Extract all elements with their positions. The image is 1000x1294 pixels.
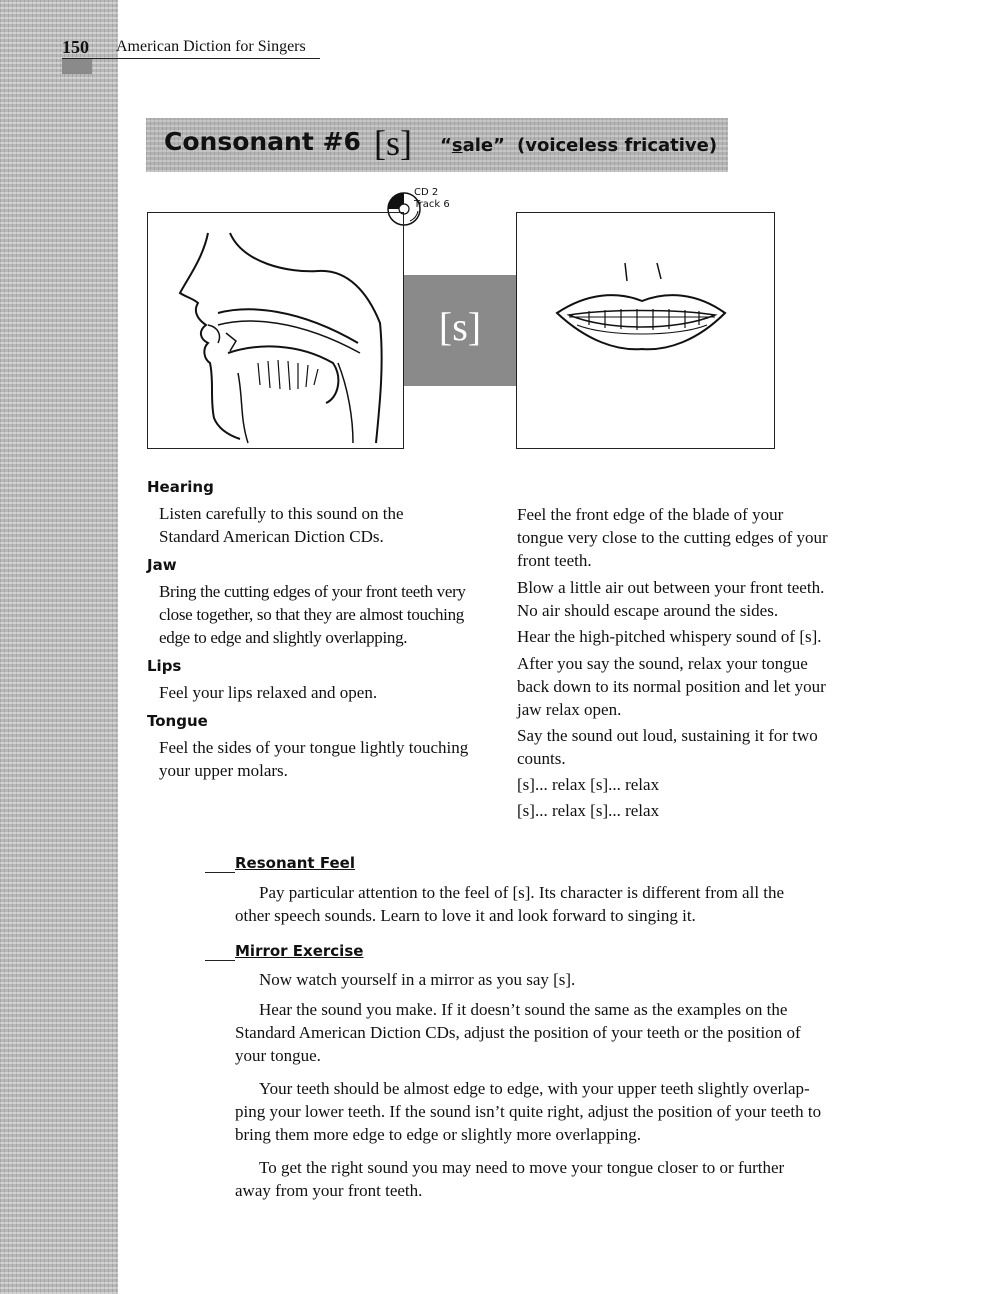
resonant-feel-rule	[205, 872, 235, 873]
text-line: your upper molars.	[159, 761, 288, 780]
text-line: front teeth.	[517, 551, 592, 570]
text-line: edge to edge and slightly overlapping.	[159, 628, 408, 647]
underlined-letter: s	[451, 135, 463, 156]
phonetic-symbol: [s]	[374, 123, 412, 163]
text-line: To get the right sound you may need to move your tongue closer to or further	[259, 1158, 785, 1177]
jaw-heading: Jaw	[147, 556, 177, 574]
text-line: Hear the sound you make. If it doesn’t sound the same as the examples on the	[259, 1000, 788, 1019]
text-line: No air should escape around the sides.	[517, 601, 779, 620]
symbol-box	[404, 275, 516, 386]
mouth-profile-drawing	[148, 213, 402, 447]
lips-text	[159, 681, 377, 704]
text-line: Listen carefully to this sound on the	[159, 504, 404, 523]
text-line: other speech sounds. Learn to love it and look forward to singing it.	[235, 906, 696, 925]
right-para-5	[517, 724, 818, 770]
lips-heading: Lips	[147, 657, 182, 675]
tongue-text	[159, 736, 468, 782]
text-line: Pay particular attention to the feel of [s]. Its character is different from all the	[259, 883, 785, 902]
right-para-2	[517, 576, 824, 622]
text-line: back down to its normal position and let your	[517, 677, 826, 696]
text-line: Say the sound out loud, sustaining it for two	[517, 726, 818, 745]
hearing-heading: Hearing	[147, 478, 214, 496]
text-line: your tongue.	[235, 1046, 321, 1065]
mirror-para-2	[235, 998, 865, 1067]
word-rest: ale”	[462, 135, 505, 156]
example-word	[440, 135, 505, 156]
jaw-text	[159, 580, 466, 649]
text-line: Standard American Diction CDs.	[159, 527, 384, 546]
text-line: bring them more edge to edge or slightly more overlapping.	[235, 1125, 642, 1144]
mirror-para-3	[235, 1077, 865, 1146]
open-quote: “	[440, 135, 452, 156]
cd-track-label	[414, 187, 450, 211]
mirror-exercise-heading: Mirror Exercise	[235, 942, 364, 960]
text-line: tongue very close to the cutting edges of your	[517, 528, 828, 547]
track-number: Track 6	[414, 199, 450, 210]
drill-line-2: [s]... relax [s]... relax	[517, 801, 660, 820]
text-line: counts.	[517, 749, 566, 768]
tongue-heading: Tongue	[147, 712, 208, 730]
text-line: close together, so that they are almost touching	[159, 605, 464, 624]
text-line: ping your lower teeth. If the sound isn’t quite right, adjust the position of your teeth to	[235, 1102, 822, 1121]
consonant-title: Consonant #6	[164, 127, 361, 156]
mirror-exercise-rule	[205, 960, 235, 961]
text-line: Now watch yourself in a mirror as you say [s].	[259, 970, 576, 989]
right-para-3	[517, 625, 822, 648]
page-number: 150	[62, 37, 89, 57]
text-line: Blow a little air out between your front teeth.	[517, 578, 825, 597]
text-line: Standard American Diction CDs, adjust the position of your teeth or the position of	[235, 1023, 801, 1042]
text-line: Feel your lips relaxed and open.	[159, 683, 378, 702]
resonant-feel-text	[235, 881, 855, 927]
text-line: After you say the sound, relax your tongue	[517, 654, 808, 673]
cd-number: CD 2	[414, 187, 439, 198]
text-line: away from your front teeth.	[235, 1181, 423, 1200]
running-header-title: American Diction for Singers	[116, 38, 306, 55]
sound-description: (voiceless fricative)	[517, 135, 718, 156]
drill-line-1: [s]... relax [s]... relax	[517, 775, 660, 794]
mirror-para-1	[235, 968, 865, 991]
side-texture-strip	[0, 0, 118, 1294]
text-line: jaw relax open.	[517, 700, 622, 719]
header-rule	[62, 58, 320, 59]
right-para-4	[517, 652, 826, 721]
hearing-text	[159, 502, 404, 548]
header-tab	[62, 59, 92, 74]
right-para-1	[517, 503, 828, 572]
text-line: Hear the high-pitched whispery sound of [s].	[517, 627, 822, 646]
lips-drawing	[517, 213, 773, 447]
lips-front-figure	[516, 212, 775, 449]
text-line: Bring the cutting edges of your front teeth very	[159, 582, 466, 601]
resonant-feel-heading: Resonant Feel	[235, 854, 355, 872]
text-line: Feel the front edge of the blade of your	[517, 505, 784, 524]
text-line: Feel the sides of your tongue lightly touching	[159, 738, 469, 757]
symbol-box-text: [s]	[438, 304, 482, 349]
mirror-para-4	[235, 1156, 865, 1202]
mouth-profile-figure	[147, 212, 404, 449]
text-line: Your teeth should be almost edge to edge, with your upper teeth slightly overlap-	[259, 1079, 810, 1098]
